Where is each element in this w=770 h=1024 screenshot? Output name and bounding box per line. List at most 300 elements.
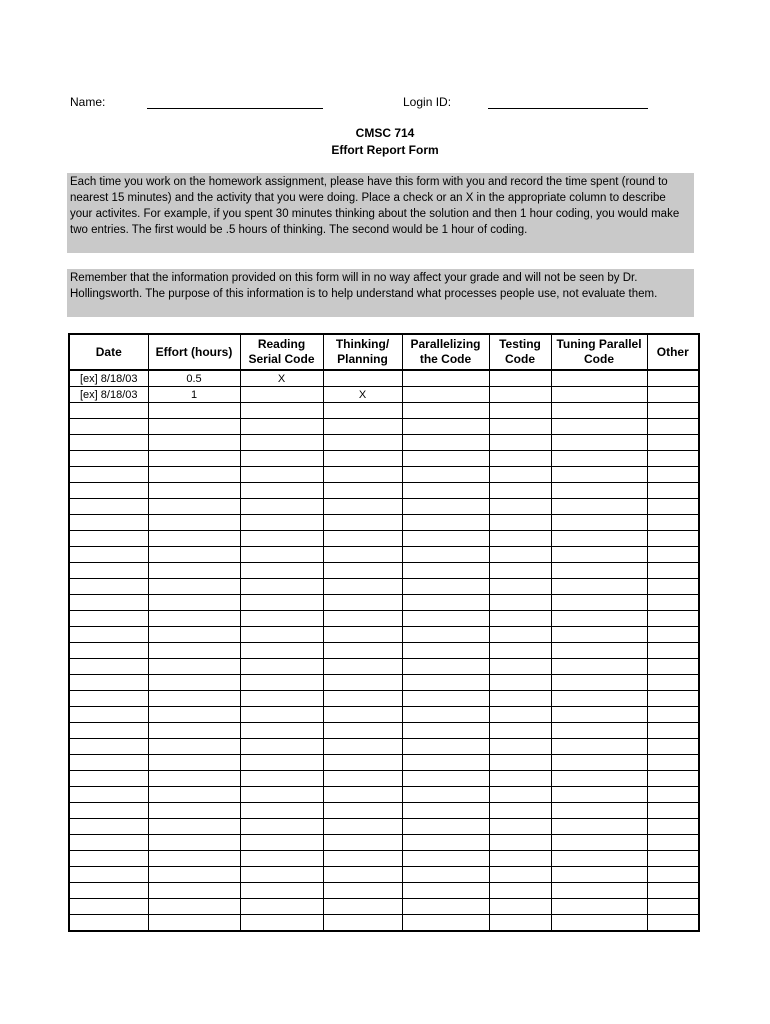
table-cell[interactable] [240, 483, 323, 499]
table-cell[interactable] [323, 595, 402, 611]
table-cell[interactable] [551, 851, 647, 867]
table-cell[interactable]: X [240, 370, 323, 387]
table-cell[interactable] [551, 819, 647, 835]
table-cell[interactable] [323, 499, 402, 515]
table-cell[interactable] [240, 787, 323, 803]
table-cell[interactable] [551, 707, 647, 723]
table-cell[interactable] [148, 419, 240, 435]
table-cell[interactable] [323, 403, 402, 419]
table-cell[interactable] [551, 547, 647, 563]
table-cell[interactable] [402, 451, 489, 467]
table-cell[interactable] [148, 915, 240, 932]
table-cell[interactable] [489, 915, 551, 932]
table-cell[interactable] [647, 739, 699, 755]
table-row [69, 611, 699, 627]
table-row [69, 675, 699, 691]
table-cell[interactable] [551, 643, 647, 659]
table-cell[interactable] [551, 627, 647, 643]
table-cell[interactable] [551, 867, 647, 883]
table-cell[interactable] [647, 803, 699, 819]
table-cell[interactable] [489, 883, 551, 899]
table-cell[interactable] [489, 723, 551, 739]
table-cell[interactable] [148, 739, 240, 755]
table-cell[interactable] [69, 755, 148, 771]
table-cell[interactable] [647, 675, 699, 691]
table-cell[interactable] [402, 643, 489, 659]
table-cell[interactable] [551, 675, 647, 691]
table-cell[interactable] [240, 883, 323, 899]
table-cell[interactable] [69, 499, 148, 515]
table-cell[interactable] [647, 691, 699, 707]
table-cell[interactable] [551, 723, 647, 739]
table-cell[interactable] [69, 563, 148, 579]
table-cell[interactable] [647, 387, 699, 403]
table-cell[interactable] [148, 851, 240, 867]
table-cell[interactable] [323, 755, 402, 771]
table-cell[interactable] [240, 547, 323, 563]
table-cell[interactable] [489, 403, 551, 419]
table-cell[interactable] [69, 451, 148, 467]
table-cell[interactable] [402, 611, 489, 627]
table-cell[interactable] [489, 419, 551, 435]
table-cell[interactable] [551, 370, 647, 387]
table-cell[interactable] [69, 595, 148, 611]
table-row [69, 563, 699, 579]
table-cell[interactable] [551, 659, 647, 675]
table-cell[interactable] [402, 851, 489, 867]
table-cell[interactable] [240, 899, 323, 915]
table-cell[interactable] [148, 755, 240, 771]
table-cell[interactable] [240, 707, 323, 723]
table-cell[interactable] [402, 419, 489, 435]
table-cell[interactable] [240, 611, 323, 627]
table-cell[interactable] [69, 771, 148, 787]
table-cell[interactable] [647, 755, 699, 771]
table-cell[interactable] [148, 499, 240, 515]
table-cell[interactable] [551, 899, 647, 915]
table-cell[interactable] [148, 467, 240, 483]
table-cell[interactable] [240, 467, 323, 483]
table-cell[interactable] [69, 643, 148, 659]
table-cell[interactable] [323, 771, 402, 787]
table-cell[interactable] [489, 867, 551, 883]
table-cell[interactable] [323, 515, 402, 531]
table-cell[interactable] [489, 451, 551, 467]
table-cell[interactable] [647, 771, 699, 787]
table-cell[interactable] [148, 579, 240, 595]
table-cell[interactable] [647, 595, 699, 611]
table-cell[interactable] [240, 739, 323, 755]
table-cell[interactable] [148, 787, 240, 803]
table-cell[interactable] [402, 627, 489, 643]
table-cell[interactable] [489, 467, 551, 483]
table-cell[interactable] [647, 531, 699, 547]
table-cell[interactable] [240, 659, 323, 675]
table-cell[interactable] [489, 659, 551, 675]
table-row [69, 835, 699, 851]
table-cell[interactable] [489, 627, 551, 643]
table-cell[interactable] [647, 403, 699, 419]
table-cell[interactable] [148, 643, 240, 659]
table-cell[interactable] [240, 627, 323, 643]
table-cell[interactable] [551, 403, 647, 419]
table-cell[interactable] [489, 851, 551, 867]
table-cell[interactable] [240, 419, 323, 435]
table-cell[interactable] [647, 419, 699, 435]
table-cell[interactable] [69, 531, 148, 547]
table-cell[interactable] [240, 595, 323, 611]
table-cell[interactable] [323, 483, 402, 499]
table-cell[interactable]: 0.5 [148, 370, 240, 387]
table-cell[interactable] [402, 771, 489, 787]
table-cell[interactable] [148, 435, 240, 451]
table-cell[interactable] [240, 691, 323, 707]
table-cell[interactable] [148, 867, 240, 883]
table-cell[interactable] [402, 659, 489, 675]
table-cell[interactable] [69, 547, 148, 563]
table-cell[interactable] [402, 563, 489, 579]
table-cell[interactable] [69, 627, 148, 643]
table-cell[interactable] [402, 899, 489, 915]
table-cell[interactable] [69, 419, 148, 435]
table-header-row [69, 334, 699, 370]
table-row [69, 659, 699, 675]
table-cell[interactable] [551, 611, 647, 627]
table-cell[interactable] [323, 563, 402, 579]
table-cell[interactable] [489, 370, 551, 387]
table-cell[interactable] [489, 675, 551, 691]
table-cell[interactable] [69, 691, 148, 707]
table-cell[interactable] [148, 899, 240, 915]
table-cell[interactable] [69, 835, 148, 851]
table-cell[interactable] [323, 370, 402, 387]
table-cell[interactable] [148, 675, 240, 691]
table-cell[interactable] [647, 579, 699, 595]
table-cell[interactable] [647, 499, 699, 515]
table-cell[interactable] [551, 451, 647, 467]
table-cell[interactable] [148, 531, 240, 547]
table-cell[interactable] [240, 579, 323, 595]
table-cell[interactable] [647, 659, 699, 675]
table-cell[interactable] [323, 531, 402, 547]
table-cell[interactable] [69, 803, 148, 819]
table-cell[interactable] [240, 755, 323, 771]
table-cell[interactable] [323, 451, 402, 467]
table-cell[interactable] [647, 787, 699, 803]
privacy-paragraph: Remember that the information provided on this form will in no way affect your grade and will not be seen by Dr. Hollingsworth. The purpose of this information is to help understand what processes people use, not evaluate them. [67, 269, 694, 317]
table-cell[interactable] [551, 515, 647, 531]
table-cell[interactable] [551, 595, 647, 611]
table-cell[interactable]: X [323, 387, 402, 403]
table-cell[interactable] [69, 723, 148, 739]
table-cell[interactable] [551, 691, 647, 707]
table-cell[interactable] [647, 723, 699, 739]
column-header: Tuning Parallel Code [551, 334, 647, 370]
table-cell[interactable] [489, 819, 551, 835]
table-cell[interactable] [148, 659, 240, 675]
table-cell[interactable] [402, 547, 489, 563]
table-cell[interactable] [647, 915, 699, 932]
table-cell[interactable] [647, 707, 699, 723]
name-field-line[interactable] [147, 108, 323, 109]
table-cell[interactable] [323, 835, 402, 851]
table-cell[interactable] [489, 499, 551, 515]
table-cell[interactable] [323, 435, 402, 451]
table-cell[interactable] [323, 643, 402, 659]
table-row [69, 691, 699, 707]
table-cell[interactable] [240, 403, 323, 419]
table-cell[interactable] [551, 835, 647, 851]
table-cell[interactable] [148, 403, 240, 419]
table-cell[interactable] [148, 611, 240, 627]
table-cell[interactable] [240, 675, 323, 691]
table-cell[interactable] [647, 451, 699, 467]
table-cell[interactable] [647, 819, 699, 835]
table-cell[interactable] [489, 787, 551, 803]
table-cell[interactable] [551, 579, 647, 595]
table-cell[interactable] [69, 467, 148, 483]
table-cell[interactable] [323, 867, 402, 883]
table-cell[interactable] [402, 435, 489, 451]
table-cell[interactable] [551, 771, 647, 787]
table-cell[interactable] [647, 563, 699, 579]
table-cell[interactable] [69, 707, 148, 723]
table-cell[interactable] [240, 563, 323, 579]
table-cell[interactable] [489, 595, 551, 611]
table-cell[interactable] [402, 915, 489, 932]
table-cell[interactable] [489, 547, 551, 563]
table-cell[interactable] [323, 611, 402, 627]
table-cell[interactable] [647, 515, 699, 531]
table-cell[interactable] [489, 515, 551, 531]
table-cell[interactable] [647, 435, 699, 451]
table-cell[interactable]: 1 [148, 387, 240, 403]
table-cell[interactable] [69, 515, 148, 531]
table-cell[interactable] [323, 803, 402, 819]
table-cell[interactable] [402, 531, 489, 547]
table-cell[interactable] [551, 739, 647, 755]
table-cell[interactable] [240, 819, 323, 835]
table-cell[interactable] [551, 563, 647, 579]
table-cell[interactable] [647, 467, 699, 483]
table-cell[interactable] [69, 659, 148, 675]
table-cell[interactable] [551, 387, 647, 403]
table-cell[interactable] [69, 819, 148, 835]
table-cell[interactable] [240, 499, 323, 515]
table-row [69, 451, 699, 467]
table-cell[interactable] [647, 611, 699, 627]
table-cell[interactable] [148, 819, 240, 835]
table-cell[interactable] [240, 435, 323, 451]
table-cell[interactable] [402, 387, 489, 403]
table-cell[interactable] [402, 675, 489, 691]
table-cell[interactable] [551, 531, 647, 547]
table-cell[interactable] [323, 883, 402, 899]
table-cell[interactable] [489, 387, 551, 403]
table-cell[interactable] [323, 467, 402, 483]
table-cell[interactable] [402, 707, 489, 723]
table-cell[interactable] [240, 803, 323, 819]
table-cell[interactable] [323, 547, 402, 563]
table-cell[interactable] [240, 451, 323, 467]
table-row [69, 707, 699, 723]
table-cell[interactable] [551, 467, 647, 483]
table-cell[interactable] [647, 370, 699, 387]
table-cell[interactable] [148, 883, 240, 899]
table-cell[interactable] [402, 595, 489, 611]
table-row [69, 883, 699, 899]
table-cell[interactable] [148, 835, 240, 851]
table-cell[interactable] [647, 835, 699, 851]
table-cell[interactable] [240, 771, 323, 787]
table-cell[interactable] [323, 707, 402, 723]
table-cell[interactable] [240, 851, 323, 867]
table-cell[interactable] [148, 547, 240, 563]
table-cell[interactable] [402, 835, 489, 851]
table-cell[interactable] [489, 531, 551, 547]
table-cell[interactable] [69, 883, 148, 899]
table-cell[interactable] [69, 403, 148, 419]
table-cell[interactable] [647, 883, 699, 899]
table-row [69, 771, 699, 787]
table-cell[interactable] [323, 723, 402, 739]
table-cell[interactable] [489, 707, 551, 723]
table-cell[interactable] [489, 739, 551, 755]
table-cell[interactable] [148, 595, 240, 611]
table-row [69, 499, 699, 515]
table-cell[interactable] [551, 787, 647, 803]
table-cell[interactable] [240, 515, 323, 531]
table-cell[interactable] [489, 563, 551, 579]
table-cell[interactable] [69, 899, 148, 915]
table-cell[interactable] [551, 483, 647, 499]
table-cell[interactable] [323, 659, 402, 675]
table-cell[interactable] [402, 739, 489, 755]
table-cell[interactable] [240, 867, 323, 883]
table-cell[interactable] [323, 419, 402, 435]
table-cell[interactable] [402, 370, 489, 387]
table-cell[interactable] [148, 515, 240, 531]
table-cell[interactable] [69, 851, 148, 867]
table-cell[interactable] [240, 387, 323, 403]
table-cell[interactable] [148, 627, 240, 643]
table-cell[interactable] [323, 899, 402, 915]
table-cell[interactable] [323, 579, 402, 595]
table-cell[interactable] [489, 755, 551, 771]
table-row [69, 627, 699, 643]
table-cell[interactable] [489, 835, 551, 851]
table-cell[interactable] [489, 771, 551, 787]
table-cell[interactable] [551, 499, 647, 515]
table-cell[interactable] [402, 883, 489, 899]
table-cell[interactable] [69, 579, 148, 595]
table-cell[interactable] [323, 739, 402, 755]
table-cell[interactable] [647, 547, 699, 563]
table-cell[interactable] [69, 739, 148, 755]
table-cell[interactable] [647, 483, 699, 499]
table-cell[interactable] [551, 883, 647, 899]
table-cell[interactable] [148, 691, 240, 707]
table-cell[interactable] [551, 755, 647, 771]
table-cell[interactable] [69, 435, 148, 451]
table-cell[interactable] [647, 851, 699, 867]
table-cell[interactable] [148, 563, 240, 579]
table-cell[interactable] [323, 675, 402, 691]
table-cell[interactable] [148, 483, 240, 499]
table-cell[interactable] [402, 499, 489, 515]
table-cell[interactable] [240, 643, 323, 659]
table-cell[interactable] [402, 515, 489, 531]
table-cell[interactable] [148, 771, 240, 787]
table-cell[interactable] [489, 483, 551, 499]
table-cell[interactable] [489, 643, 551, 659]
table-cell[interactable] [402, 803, 489, 819]
table-cell[interactable] [240, 915, 323, 932]
table-row [69, 419, 699, 435]
table-cell[interactable] [551, 803, 647, 819]
table-cell[interactable] [402, 579, 489, 595]
table-cell[interactable] [240, 531, 323, 547]
table-cell[interactable] [647, 867, 699, 883]
table-cell[interactable] [489, 579, 551, 595]
table-cell[interactable] [323, 787, 402, 803]
table-cell[interactable] [69, 483, 148, 499]
table-cell[interactable] [551, 915, 647, 932]
table-cell[interactable] [489, 611, 551, 627]
table-cell[interactable] [323, 851, 402, 867]
table-row [69, 643, 699, 659]
table-cell[interactable] [148, 451, 240, 467]
table-cell[interactable] [647, 899, 699, 915]
table-cell[interactable] [402, 403, 489, 419]
table-cell[interactable] [323, 691, 402, 707]
table-cell[interactable] [647, 643, 699, 659]
table-cell[interactable] [69, 675, 148, 691]
table-cell[interactable] [148, 723, 240, 739]
table-cell[interactable] [148, 803, 240, 819]
table-cell[interactable] [323, 819, 402, 835]
table-cell[interactable] [489, 803, 551, 819]
table-cell[interactable] [323, 627, 402, 643]
table-cell[interactable] [489, 691, 551, 707]
table-cell[interactable]: [ex] 8/18/03 [69, 387, 148, 403]
table-cell[interactable] [240, 835, 323, 851]
table-cell[interactable] [69, 611, 148, 627]
table-cell[interactable] [402, 867, 489, 883]
table-cell[interactable] [551, 419, 647, 435]
table-cell[interactable]: [ex] 8/18/03 [69, 370, 148, 387]
table-cell[interactable] [489, 899, 551, 915]
table-cell[interactable] [489, 435, 551, 451]
table-cell[interactable] [69, 867, 148, 883]
column-header: Effort (hours) [148, 334, 240, 370]
table-cell[interactable] [402, 467, 489, 483]
table-cell[interactable] [551, 435, 647, 451]
table-cell[interactable] [402, 819, 489, 835]
table-cell[interactable] [647, 627, 699, 643]
table-cell[interactable] [402, 723, 489, 739]
table-cell[interactable] [402, 755, 489, 771]
table-cell[interactable] [69, 915, 148, 932]
table-cell[interactable] [402, 483, 489, 499]
table-cell[interactable] [148, 707, 240, 723]
table-cell[interactable] [240, 723, 323, 739]
table-cell[interactable] [323, 915, 402, 932]
table-cell[interactable] [69, 787, 148, 803]
login-id-field-line[interactable] [488, 108, 648, 109]
table-cell[interactable] [402, 691, 489, 707]
table-cell[interactable] [402, 787, 489, 803]
